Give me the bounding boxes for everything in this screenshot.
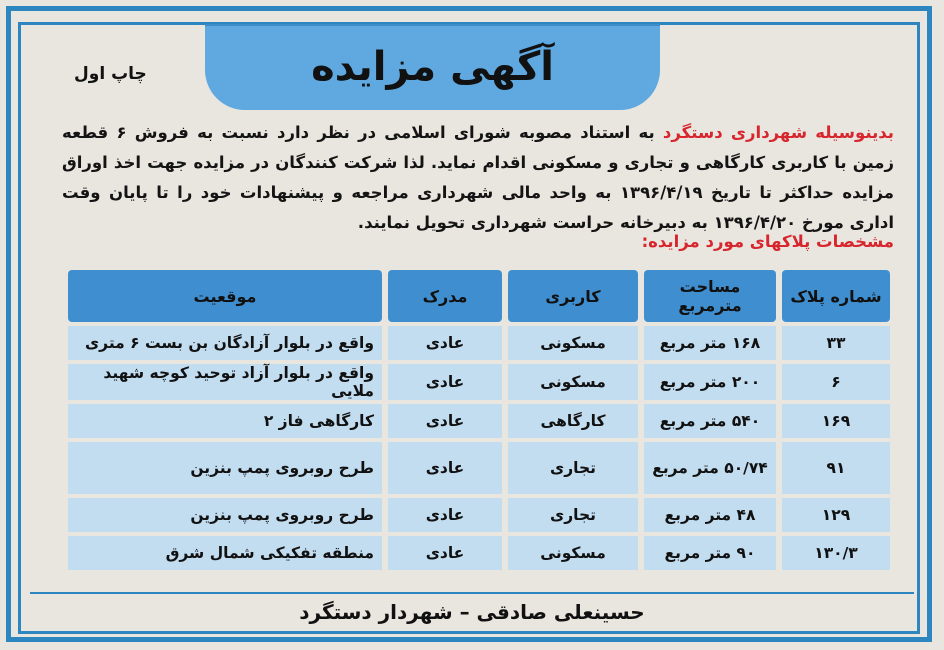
signature-divider [30,592,914,594]
cell-document: عادی [388,442,502,494]
cell-location: کارگاهی فاز ۲ [68,404,382,438]
cell-plot-number: ۳۳ [782,326,890,360]
table-row [68,442,890,494]
cell-use: مسکونی [508,326,638,360]
cell-area: ۲۰۰ متر مربع [644,364,776,400]
cell-document: عادی [388,404,502,438]
cell-document: عادی [388,364,502,400]
cell-use: مسکونی [508,364,638,400]
cell-use: تجاری [508,498,638,532]
table-row [68,326,890,360]
notice-text: به استناد مصوبه شورای اسلامی در نظر دارد نسبت به فروش ۶ قطعه زمین با کاربری کارگاهی و تجاری و مسکونی اقدام نماید. لذا شرکت کنندگان در مزایده جهت اخذ اوراق مزایده حداکثر تا تاریخ ۱۳۹۶/۴/۱۹ به واحد مالی شهرداری مراجعه و پیشنهادات خود را تا پایان وقت اداری مورخ ۱۳۹۶/۴/۲۰ به دبیرخانه حراست شهرداری تحویل نمایند. [62,123,895,232]
header-location: موقعیت [68,270,382,322]
table-row [68,498,890,532]
cell-location: منطقه تفکیکی شمال شرق [68,536,382,570]
cell-plot-number: ۱۶۹ [782,404,890,438]
table-row [68,536,890,570]
header-use: کاربری [508,270,638,322]
cell-plot-number: ۹۱ [782,442,890,494]
cell-area: ۵۴۰ متر مربع [644,404,776,438]
cell-use: تجاری [508,442,638,494]
header-plot-number: شماره پلاک [782,270,890,322]
print-edition-label: چاپ اول [74,64,147,84]
header-area: مساحت مترمربع [644,270,776,322]
cell-plot-number: ۱۲۹ [782,498,890,532]
plots-table [62,266,896,574]
title-banner [205,24,660,110]
cell-area: ۱۶۸ متر مربع [644,326,776,360]
plots-spec-heading: مشخصات پلاکهای مورد مزایده: [641,232,894,251]
cell-use: کارگاهی [508,404,638,438]
cell-area: ۵۰/۷۴ متر مربع [644,442,776,494]
cell-location: واقع در بلوار آزاد توحید کوچه شهید ملایی [68,364,382,400]
cell-location: طرح روبروی پمپ بنزین [68,498,382,532]
cell-location: واقع در بلوار آزادگان بن بست ۶ متری [68,326,382,360]
header-document: مدرک [388,270,502,322]
cell-area: ۴۸ متر مربع [644,498,776,532]
cell-use: مسکونی [508,536,638,570]
cell-document: عادی [388,326,502,360]
notice-lead: بدینوسیله شهرداری دستگرد [662,123,894,142]
notice-body [62,118,894,238]
cell-location: طرح روبروی پمپ بنزین [68,442,382,494]
cell-plot-number: ۶ [782,364,890,400]
cell-plot-number: ۱۳۰/۳ [782,536,890,570]
cell-document: عادی [388,498,502,532]
table-header-row [68,270,890,322]
mayor-signature: حسینعلی صادقی – شهردار دستگرد [299,600,645,624]
notice-title: آگهی مزایده [311,44,554,90]
cell-document: عادی [388,536,502,570]
table-row [68,404,890,438]
table-row [68,364,890,400]
cell-area: ۹۰ متر مربع [644,536,776,570]
